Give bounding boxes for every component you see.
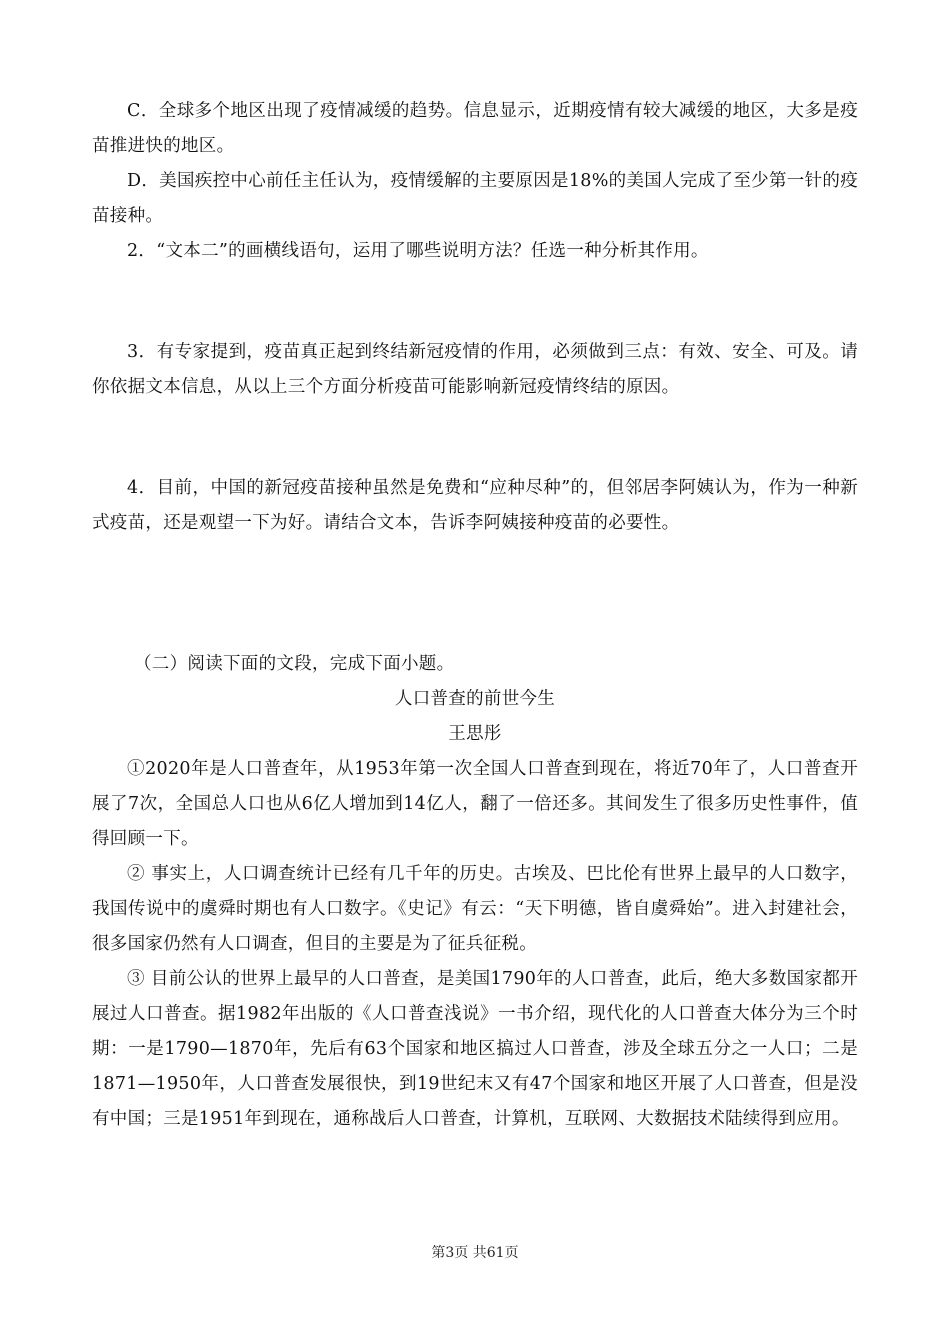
article-paragraph-1: ①2020年是人口普查年，从1953年第一次全国人口普查到现在，将近70年了，人口普查开展了7次，全国总人口也从6亿人增加到14亿人，翻了一倍还多。其间发生了很多历史性事件，值得回顾一下。	[92, 759, 858, 849]
article-paragraph-3: ③ 目前公认的世界上最早的人口普查，是美国1790年的人口普查，此后，绝大多数国家都开展过人口普查。据1982年出版的《人口普查浅说》一书介绍，现代化的人口普查大体分为三个时期：一是1790—1870年，先后有63个国家和地区搞过人口普查，涉及全球五分之一人口；二是1871—1950年，人口普查发展很快，到19世纪末又有47个国家和地区开展了人口普查，但是没有中国；三是1951年到现在，通称战后人口普查，计算机，互联网、大数据技术陆续得到应用。	[92, 969, 858, 1129]
answer-space-3	[92, 405, 858, 471]
article-author: 王思彤	[448, 724, 502, 744]
section-heading: （二）阅读下面的文段，完成下面小题。	[134, 654, 455, 674]
article-paragraph-2: ② 事实上，人口调查统计已经有几千年的历史。古埃及、巴比伦有世界上最早的人口数字，我国传说中的虞舜时期也有人口数字。《史记》有云：“天下明德，皆自虞舜始”。进入封建社会，很多国家仍然有人口调查，但目的主要是为了征兵征税。	[92, 864, 858, 954]
option-d: D．美国疾控中心前任主任认为，疫情缓解的主要原因是18%的美国人完成了至少第一针的疫苗接种。	[92, 171, 858, 226]
page-content	[92, 94, 858, 1137]
answer-space-2	[92, 269, 858, 335]
article-title: 人口普查的前世今生	[394, 689, 556, 709]
option-c: C．全球多个地区出现了疫情减缓的趋势。信息显示，近期疫情有较大减缓的地区，大多是疫苗推进快的地区。	[92, 101, 858, 156]
question-3: 3．有专家提到，疫苗真正起到终结新冠疫情的作用，必须做到三点：有效、安全、可及。请你依据文本信息，从以上三个方面分析疫苗可能影响新冠疫情终结的原因。	[92, 342, 858, 397]
answer-space-4	[92, 541, 858, 647]
question-4: 4．目前，中国的新冠疫苗接种虽然是免费和“应种尽种”的，但邻居李阿姨认为，作为一种新式疫苗，还是观望一下为好。请结合文本，告诉李阿姨接种疫苗的必要性。	[92, 478, 858, 533]
question-2: 2．“文本二”的画横线语句，运用了哪些说明方法？任选一种分析其作用。	[127, 241, 709, 261]
page-footer: 第3页 共61页	[431, 1245, 519, 1261]
